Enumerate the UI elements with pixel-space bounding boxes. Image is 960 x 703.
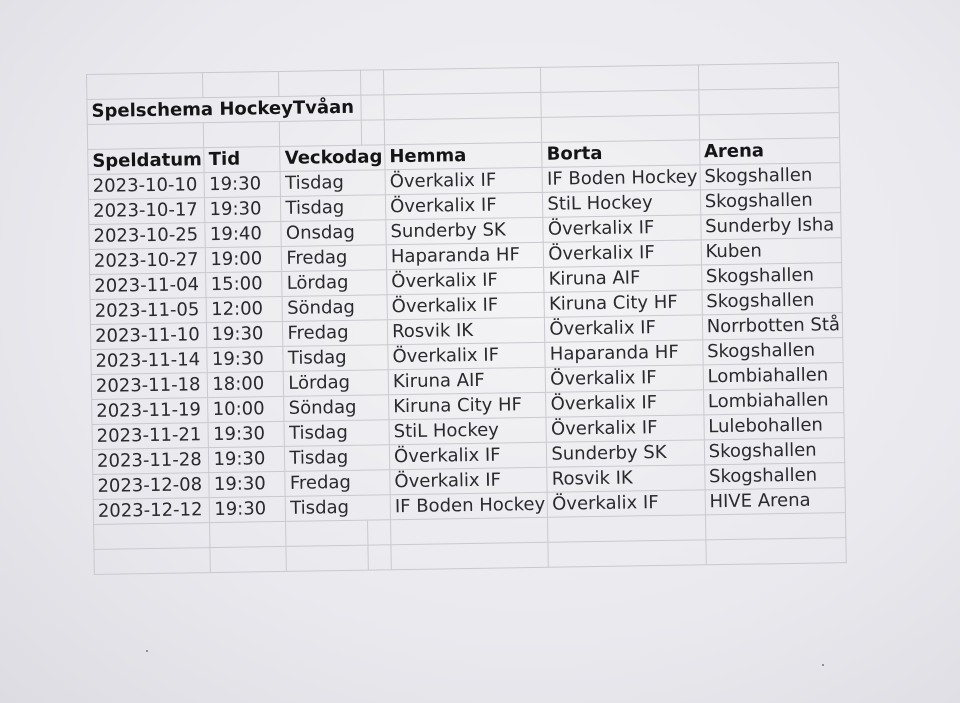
cell-away: Överkalix IF <box>546 390 704 417</box>
cell-time: 19:30 <box>207 346 283 372</box>
cell-home: Överkalix IF <box>385 167 543 194</box>
paper-speck <box>822 664 824 666</box>
cell-weekday: Fredag <box>282 245 387 272</box>
cell-away: Överkalix IF <box>545 315 703 342</box>
cell-arena: Skogshallen <box>704 463 845 490</box>
cell-arena: Kuben <box>701 238 842 265</box>
cell-time: 19:30 <box>205 171 281 197</box>
printed-schedule-sheet <box>86 62 847 575</box>
cell-time: 19:30 <box>209 471 285 497</box>
cell-away: Överkalix IF <box>546 415 704 442</box>
schedule-title: Spelschema HockeyTvåan <box>87 95 361 124</box>
cell-away: Kiruna City HF <box>544 290 702 317</box>
cell-weekday: Söndag <box>284 395 389 422</box>
cell-away: Överkalix IF <box>543 215 701 242</box>
cell-weekday: Tisdag <box>286 495 391 522</box>
paper-speck <box>146 650 148 652</box>
cell-home: Överkalix IF <box>389 442 547 469</box>
cell-arena: HIVE Arena <box>705 488 846 515</box>
cell-home: StiL Hockey <box>389 417 547 444</box>
cell-home: IF Boden Hockey <box>390 492 548 519</box>
cell-arena: Norrbotten Stå <box>702 313 843 340</box>
cell-away: Sunderby SK <box>547 440 705 467</box>
cell-weekday: Fredag <box>285 470 390 497</box>
cell-away: Rosvik IK <box>547 465 705 492</box>
cell-home: Överkalix IF <box>387 292 545 319</box>
cell-date: 2023-10-17 <box>88 198 205 225</box>
cell-arena: Lombiahallen <box>703 388 844 415</box>
header-hemma: Hemma <box>385 142 543 169</box>
cell-weekday: Tisdag <box>285 445 390 472</box>
cell-weekday: Lördag <box>284 370 389 397</box>
cell-time: 10:00 <box>208 396 284 422</box>
cell-home: Överkalix IF <box>387 267 545 294</box>
cell-date: 2023-10-10 <box>88 173 205 200</box>
schedule-table <box>86 62 847 575</box>
cell-weekday: Lördag <box>282 270 387 297</box>
cell-date: 2023-11-21 <box>92 423 209 450</box>
cell-away: Överkalix IF <box>547 490 705 517</box>
cell-weekday: Tisdag <box>283 345 388 372</box>
cell-arena: Skogshallen <box>700 163 841 190</box>
cell-away: IF Boden Hockey <box>542 165 700 192</box>
cell-time: 18:00 <box>208 371 284 397</box>
cell-date: 2023-11-05 <box>90 298 207 325</box>
cell-date: 2023-12-12 <box>93 498 210 525</box>
cell-date: 2023-11-28 <box>92 448 209 475</box>
cell-time: 12:00 <box>206 296 282 322</box>
cell-weekday: Tisdag <box>280 170 385 197</box>
cell-time: 19:00 <box>206 246 282 272</box>
cell-arena: Skogshallen <box>701 263 842 290</box>
cell-home: Rosvik IK <box>387 317 545 344</box>
cell-time: 19:30 <box>208 421 284 447</box>
cell-arena: Skogshallen <box>702 288 843 315</box>
header-arena: Arena <box>699 138 840 165</box>
cell-arena: Skogshallen <box>702 338 843 365</box>
cell-arena: Skogshallen <box>700 188 841 215</box>
cell-weekday: Tisdag <box>281 195 386 222</box>
cell-time: 19:30 <box>209 446 285 472</box>
cell-arena: Skogshallen <box>704 438 845 465</box>
cell-away: Överkalix IF <box>544 240 702 267</box>
header-speldatum: Speldatum <box>88 148 205 175</box>
cell-weekday: Tisdag <box>284 420 389 447</box>
cell-date: 2023-10-25 <box>89 223 206 250</box>
cell-date: 2023-12-08 <box>93 473 210 500</box>
cell-time: 15:00 <box>206 271 282 297</box>
cell-time: 19:30 <box>210 496 286 522</box>
cell-date: 2023-11-18 <box>91 373 208 400</box>
cell-home: Överkalix IF <box>388 342 546 369</box>
cell-away: StiL Hockey <box>543 190 701 217</box>
cell-weekday: Fredag <box>283 320 388 347</box>
cell-away: Haparanda HF <box>545 340 703 367</box>
cell-date: 2023-11-19 <box>92 398 209 425</box>
cell-date: 2023-10-27 <box>89 248 206 275</box>
cell-home: Överkalix IF <box>385 192 543 219</box>
cell-away: Överkalix IF <box>546 365 704 392</box>
cell-home: Kiruna AIF <box>388 367 546 394</box>
cell-arena: Lulebohallen <box>704 413 845 440</box>
cell-away: Kiruna AIF <box>544 265 702 292</box>
cell-time: 19:30 <box>207 321 283 347</box>
cell-date: 2023-11-04 <box>90 273 207 300</box>
cell-arena: Sunderby Isha <box>700 213 841 240</box>
cell-weekday: Onsdag <box>281 220 386 247</box>
cell-time: 19:40 <box>205 221 281 247</box>
cell-home: Överkalix IF <box>390 467 548 494</box>
header-veckodag: Veckodag <box>280 145 385 172</box>
cell-home: Kiruna City HF <box>389 392 547 419</box>
cell-home: Haparanda HF <box>386 242 544 269</box>
cell-arena: Lombiahallen <box>703 363 844 390</box>
cell-date: 2023-11-10 <box>90 323 207 350</box>
cell-time: 19:30 <box>205 196 281 222</box>
cell-date: 2023-11-14 <box>91 348 208 375</box>
header-tid: Tid <box>204 146 280 172</box>
cell-weekday: Söndag <box>282 295 387 322</box>
header-borta: Borta <box>542 140 700 167</box>
cell-home: Sunderby SK <box>386 217 544 244</box>
